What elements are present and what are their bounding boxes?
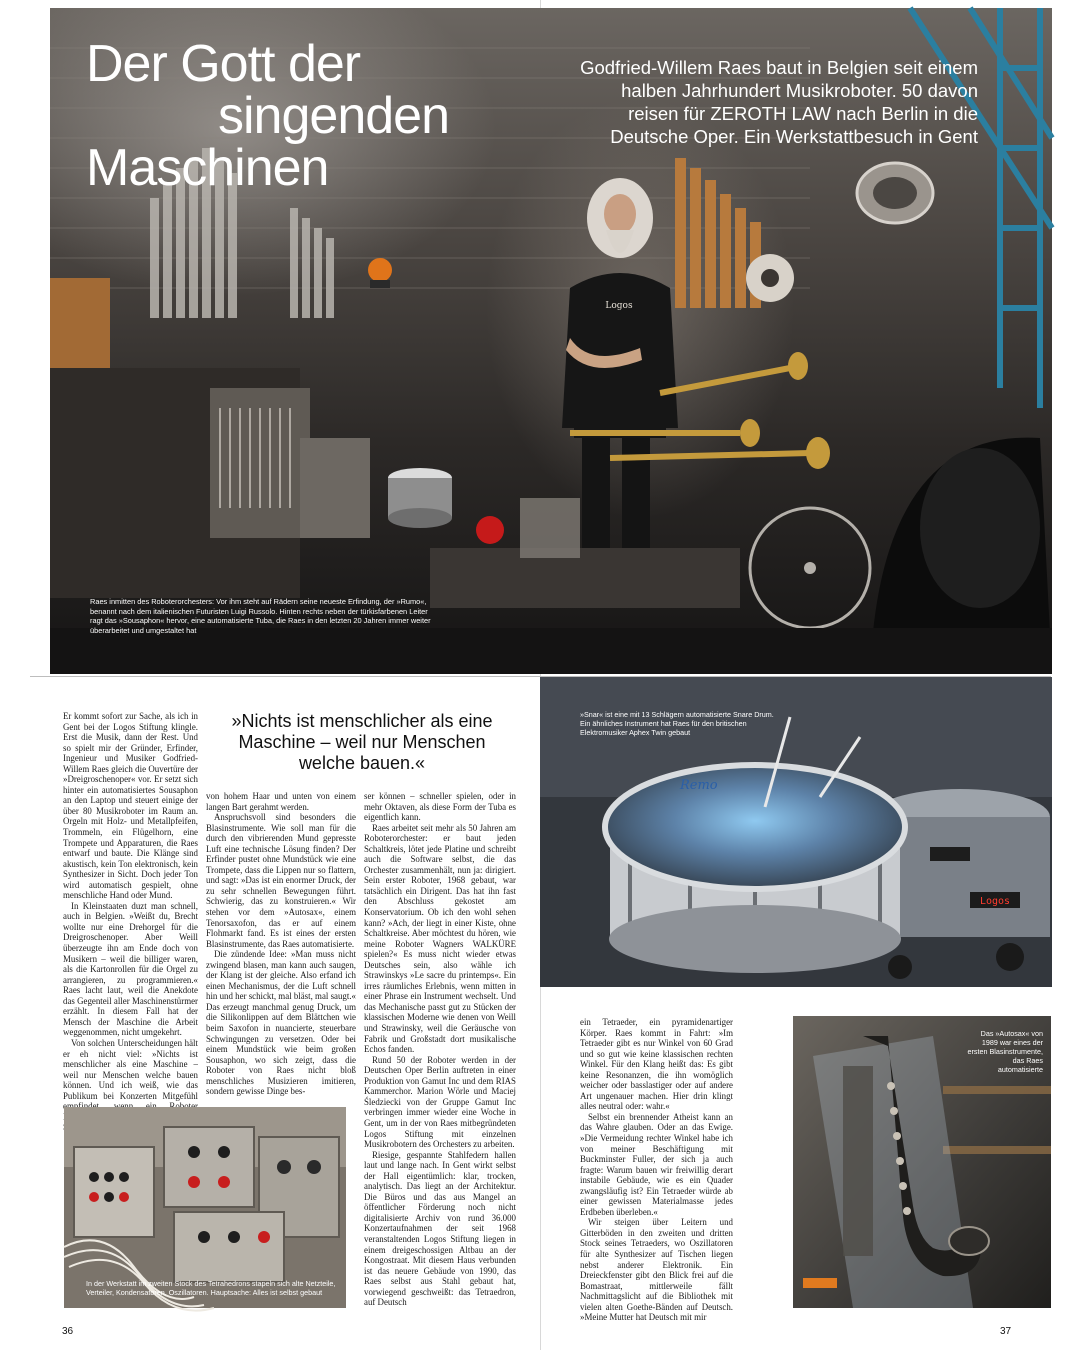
paragraph: Von solchen Unterscheidungen hält er eh nicht viel: »Nichts ist menschlicher als eine Maschine – weil nur Menschen welche bauen können. Und ich weiß, wie das Publikum bei Konzerten Mitgefühl xyxy=(63,1037,198,1101)
body-column-4 xyxy=(580,1017,733,1323)
paragraph: ein Tetraeder, ein pyramidenartiger Körper. Raes kommt in Fahrt: »Im Tetraeder gibt es nur Winkel von 60 Grad und so gut wie keine klassischen rechten Winkel. Für den Klang heißt das: Es gibt keine Resonanzen, die ihn womöglich weicher oder basslastiger oder auf andere Art ungenauer machen. Hier drin klingt alles neutral oder: wahr.« xyxy=(580,1017,733,1112)
shirt-logo-text: Logos xyxy=(605,301,633,311)
body-column-3 xyxy=(364,791,516,1311)
page-number-right: 37 xyxy=(1000,1326,1012,1337)
autosax-photo xyxy=(793,1016,1051,1308)
headline-line-2: singenden xyxy=(218,87,449,145)
body-column-1 xyxy=(63,711,198,1101)
paragraph: Die zündende Idee: »Man muss nicht zwingend blasen, man kann auch saugen, der Klang ist der gleiche. Also erfand ich einen Mechanismus, der die Luft schnell hin und her schickt, mal bläst, mal saugt.« Das erzeugt manchmal genug Druck, um die Silikonlippen auf dem Blättchen wie beim Saxofon in nuancierte, steuerbare Schwingungen zu versetzen. Oder bei einem Mundstück wie beim großen Sousaphon, wo sich zeigt, dass die Roboter von Raes nicht bloß menschliches Musizieren imitieren, sondern gewisse Dinge bes- xyxy=(206,949,356,1097)
drum-brand-text: Remo xyxy=(680,778,718,793)
paragraph: Raes arbeitet seit mehr als 50 Jahren am Roboterorchester: er baut jeden Schaltkreis, lötet jede Platine und schreibt auch die Software selbst, die das Orchester zusammenhält, nun ja: dirigiert. Sein erster Roboter, 1968 gebaut, war tatsächlich ein Dirigent. Das hat ihn fast den Abschluss gekostet am Konservatorium. Ob ich den wohl sehen kann? »Ach, der liegt in einer Kiste, ohne Schaltkreise. Aber möchtest du hören, wie meine Roboter Wagners WALKÜRE spielen?« Es muss nicht wieder etwas Deutsches sein, also wähle ich Strawinskys »Le sacre du printemps«. Ein irres räumliches Erlebnis, wenn mitten in einer Phrase ein Instrument wechselt. Und das Mechanische passt gut zu Stücken der klassischen Moderne wie denen von Weill und Strawinsky, weil die Geräusche von Fabrik und Großstadt dort musikalische Echos fanden. xyxy=(364,822,516,1055)
pull-quote: »Nichts ist menschlicher als eine Maschine – weil nur Menschen welche bauen.« xyxy=(231,711,493,773)
drum-display-text: Logos xyxy=(979,896,1011,907)
paragraph: ser können – schneller spielen, oder in mehr Oktaven, als diese Form der Tuba es eigentlich kann. xyxy=(364,791,516,823)
paragraph: Er kommt sofort zur Sache, als ich in Gent bei der Logos Stiftung klingle. Erst die Musik, dann der Rest. Und so spielt mir der Gründer, Erfinder, Ingenieur und Musiker Godfried-Willem Raes gleich die Ouvertüre der »Dreigroschenoper« vor. Er setzt sich hinter ein automatisiertes Sousaphon an den Laptop und steuert einige der über 80 Musikroboter im Raum an. Orgeln mit Holz- und Metallpfeifen, Trommeln, ein Flügelhorn, eine Trompete und Apparaturen, die Raes entwarf und baute. Die Klänge sind akustisch, kein Ton elektronisch, kein Synthesizer in Sicht. Doch jeder Ton wird automatisch gespielt, ohne menschliche Hand oder Mund. xyxy=(63,711,198,901)
autosax-caption: Das »Autosax« von 1989 war eines der ersten Blasinstrumente, das Raes automatisierte xyxy=(967,1029,1043,1074)
paragraph: In Kleinstaaten duzt man schnell, auch in Belgien. »Weißt du, Brecht wollte nur eine Drehorgel für die Dreigroschenoper. Aber Weill überzeugte ihn am Ende doch von Musikern – weil die billiger waren, als die Kartonrollen für die Orgel zu arrangieren, zu programmieren.« Raes lacht laut, weil die Anekdote das Gegenteil aller Maschinenstürmer erzählt. In diesem Fall hat der Mensch der Maschine die Arbeit weggenommen, nicht umgekehrt. xyxy=(63,900,198,1038)
standfirst: Godfried-Willem Raes baut in Belgien seit einem halben Jahrhundert Musikroboter. 50 davon reisen für ZEROTH LAW nach Berlin in die Deutsche Oper. Ein Werkstattbesuch in Gent xyxy=(580,57,978,147)
workshop-panel-caption: In der Werkstatt im zweiten Stock des Tetrahedrons stapeln sich alte Netzteile, Verteiler, Kondensatoren, Oszillatoren. Hauptsache: Alles ist selbst gebaut xyxy=(86,1279,336,1297)
person-figure xyxy=(562,178,678,548)
workshop-panel-photo xyxy=(64,1107,346,1308)
body-column-2 xyxy=(206,791,356,1097)
paragraph: Wir steigen über Leitern und Gitterböden in den zweiten und dritten Stock seines Tetraeders, wo Oszillatoren für alte Synthesizer auf Tischen liegen nebst anderer Elektronik. Ein Dreieckfenster gibt den Blick frei auf die Bomastraat, mittlerweile fällt Nachmittagslicht auf die Bibliothek mit vielen alten Goethe-Bänden auf Deutsch. »Meine Mutter hat Deutsch mit mir xyxy=(580,1217,733,1323)
headline-line-3: Maschinen xyxy=(86,139,329,197)
snare-drum-caption: »Snar« ist eine mit 13 Schlägern automatisierte Snare Drum. Ein ähnliches Instrument hat Raes für den britischen Elektromusiker Aphex Twin gebaut xyxy=(580,710,774,737)
headline xyxy=(86,35,449,197)
paragraph: von hohem Haar und unten von einem langen Bart gerahmt werden. xyxy=(206,791,356,812)
workshop-panel-illustration xyxy=(64,1107,346,1308)
page-number-left: 36 xyxy=(62,1326,74,1337)
hero-photo xyxy=(50,8,1052,674)
paragraph: Selbst ein brennender Atheist kann an das Wahre glauben. Oder an das Ewige. »Die Vermeidung rechter Winkel habe ich von meiner Beschäftigung mit Buckminster Fuller, der sich ja auch fragte: Warum bauen wir freiwillig derart instabile Gebäude, wie es ein Quader zwangsläufig ist? Ein Tetraeder würde ab einer gewissen Materialmasse jedes Erdbeben überleben.« xyxy=(580,1111,733,1217)
paragraph: Anspruchsvoll sind besonders die Blasinstrumente. Wie soll man für die durch den vibrierenden Mund gepresste Luft eine technische Lösung finden? Der Erfinder pustet ohne Mundstück wie eine Trompete, dass die Lippen nur so flattern, und sagt: »Das ist ein enormer Druck, der zu sehr schnellen Bewegungen führt. Schwierig, das zu konstruieren.« Wir stehen vor dem »Autosax«, einem Tenorsaxofon, das er auf einem Flohmarkt fand. Es ist eines der ersten Blasinstrumente, das Raes automatisierte. xyxy=(206,812,356,949)
paragraph: Riesige, gespannte Stahlfedern hallen laut und lange nach. In Gent wirkt selbst der Hall eigentümlich: klar, trocken, analytisch. Das liegt an der Architektur. Die Büros und das aus Mangel an öffentlicher Förderung noch nicht digitalisierte Archiv von rund 36.000 Konzertaufnahmen der seit 1968 veranstaltenden Logos Stiftung liegen in einem dreigeschossigen Altbau an der Kongostraat. Mit diesem Haus verbunden ist das neuere Gebäude von 1990, das Raes selbst aus Stahl gebaut hat, vorwiegend geschweißt: das Tetraedron, auf Deutsch xyxy=(364,1149,516,1308)
snare-drum-photo xyxy=(540,677,1052,987)
hero-caption: Raes inmitten des Roboterorchesters: Vor ihm steht auf Rädern seine neueste Erfindung, der »Rumo«, benannt nach dem italienischen Futuristen Luigi Russolo. Hinten rechts neben der türkisfarbenen Leiter ragt das »Sousaphon« hervor, eine automatisierte Tuba, die Raes in den letzten 20 Jahren immer weiter überarbeitet und umgestaltet hat xyxy=(90,597,431,635)
headline-line-1: Der Gott der xyxy=(86,35,361,93)
paragraph: Rund 50 der Roboter werden in der Deutschen Oper Berlin auftreten in einer Produktion von Gamut Inc und dem RIAS Kammerchor. Marion Wörle und Maciej Śledziecki von der Gruppe Gamut Inc verbringen immer wieder eine Woche in Gent, um in der von Raes mitbegründeten Logos Stiftung mit einzelnen Musikrobotern des Orchesters zu arbeiten. xyxy=(364,1054,516,1150)
